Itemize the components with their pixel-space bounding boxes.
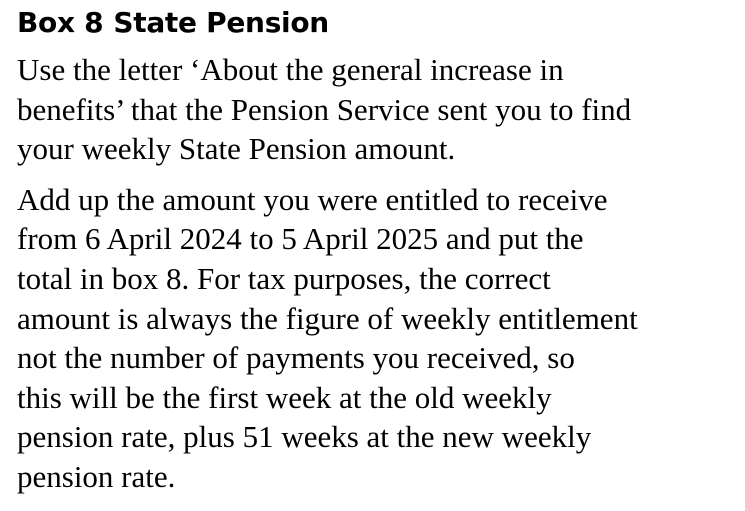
paragraph-line: from 6 April 2024 to 5 April 2025 and put the [17, 221, 584, 257]
paragraph-line: total in box 8. For tax purposes, the correct [17, 260, 551, 296]
paragraph-line: not the number of payments you received, so [17, 340, 575, 376]
paragraph-line: Add up the amount you were entitled to receive [17, 181, 608, 217]
paragraph-line: amount is always the figure of weekly entitlement [17, 300, 638, 336]
paragraph-line: pension rate. [17, 458, 176, 494]
paragraph-line: this will be the first week at the old weekly [17, 379, 552, 415]
document-section [17, 4, 732, 497]
heading-title: State Pension [113, 6, 329, 39]
instruction-paragraph-1 [17, 50, 732, 169]
paragraph-line: pension rate, plus 51 weeks at the new weekly [17, 419, 592, 455]
paragraph-line: Use the letter ‘About the general increase in [17, 52, 564, 87]
paragraph-line: your weekly State Pension amount. [17, 131, 456, 167]
box-number: Box 8 [17, 6, 104, 39]
instruction-paragraph-2 [17, 180, 732, 497]
section-heading [17, 4, 732, 42]
paragraph-line: benefits’ that the Pension Service sent you to find [17, 91, 632, 127]
